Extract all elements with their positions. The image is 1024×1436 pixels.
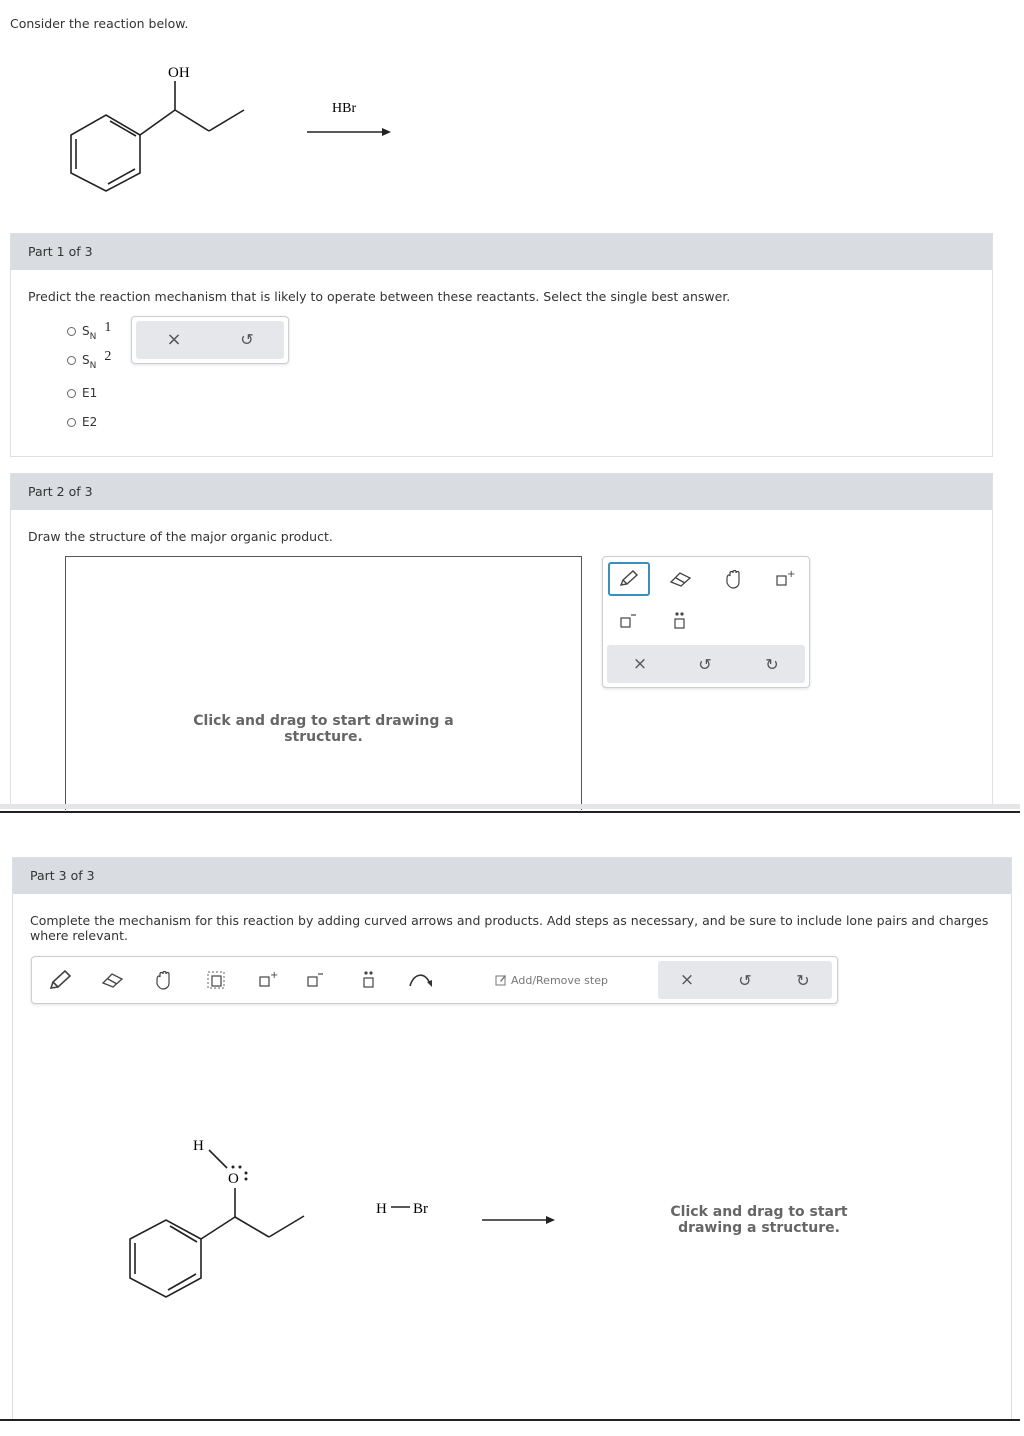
radio-circle[interactable]	[67, 389, 76, 398]
curved-arrow-tool[interactable]	[404, 965, 438, 995]
part3-toolbar	[31, 956, 838, 1004]
part2-panel	[10, 473, 993, 809]
svg-text:+: +	[787, 569, 795, 580]
hand-tool[interactable]	[149, 965, 179, 995]
part1-panel	[10, 233, 993, 457]
undo-button[interactable]: ↺	[698, 654, 712, 674]
positive-charge-icon	[773, 569, 795, 589]
positive-charge-tool[interactable]	[252, 965, 282, 995]
hbr-br-label: Br	[413, 1201, 428, 1217]
radio-circle[interactable]	[67, 418, 76, 427]
add-remove-step-button[interactable]: Add/Remove step	[494, 969, 609, 991]
intro-text: Consider the reaction below.	[10, 16, 189, 31]
redo-button[interactable]: ↻	[765, 654, 779, 674]
eraser-tool[interactable]	[665, 565, 697, 593]
option-e1[interactable]: E1	[67, 386, 97, 400]
option-sn2[interactable]: $S_N$ 2	[67, 352, 111, 368]
lone-pair-icon	[358, 969, 380, 991]
svg-text:+: +	[270, 970, 278, 981]
lone-pair-tool[interactable]	[354, 965, 384, 995]
hydroxyl-h-label: H	[193, 1138, 204, 1154]
crop-divider-line	[0, 811, 1020, 813]
edit-icon	[495, 974, 507, 986]
negative-charge-tool[interactable]	[300, 965, 330, 995]
hbr-h-label: H	[376, 1201, 387, 1217]
part3-question: Complete the mechanism for this reaction by adding curved arrows and products. Add steps as necessary, and be sure to include lone pairs and charges where relevant.	[30, 913, 989, 943]
eraser-icon	[668, 570, 694, 588]
benzene-ring	[130, 1220, 201, 1297]
part3-canvas-placeholder: Click and drag to start drawing a structure.	[670, 1204, 848, 1236]
mechanism-arrow	[482, 1216, 555, 1224]
select-box-tool[interactable]	[202, 965, 232, 995]
eraser-tool[interactable]	[97, 965, 129, 995]
negative-charge-tool[interactable]	[613, 607, 643, 635]
mechanism-reactants	[13, 1128, 613, 1308]
pencil-tool[interactable]	[44, 965, 76, 995]
pencil-icon	[47, 968, 73, 992]
part3-header: Part 3 of 3	[13, 858, 1011, 894]
radio-circle[interactable]	[67, 356, 76, 365]
part1-answer-tools	[131, 316, 289, 364]
pencil-icon	[617, 569, 641, 589]
hand-icon	[723, 569, 745, 589]
part2-question: Draw the structure of the major organic product.	[28, 529, 333, 544]
part1-question: Predict the reaction mechanism that is likely to operate between these reactants. Select the single best answer.	[28, 289, 731, 304]
lone-pair-icon	[669, 610, 691, 632]
part2-toolbox	[602, 556, 810, 688]
part3-panel	[12, 857, 1012, 1421]
reaction-arrow	[307, 128, 391, 136]
option-e2[interactable]: E2	[67, 415, 97, 429]
part2-canvas-placeholder: Click and drag to start drawing a structure.	[193, 713, 454, 745]
pencil-tool[interactable]	[608, 562, 650, 596]
redo-button[interactable]: ↻	[796, 970, 810, 990]
hand-icon	[153, 970, 175, 990]
clear-button[interactable]: ×	[632, 654, 648, 674]
radio-circle[interactable]	[67, 327, 76, 336]
lone-pair-tool[interactable]	[665, 607, 695, 635]
side-chain	[140, 81, 244, 135]
crop-divider-shade	[0, 804, 1020, 809]
part2-drawing-canvas[interactable]	[65, 556, 582, 810]
undo-button[interactable]: ↺	[240, 329, 254, 349]
option-sn1[interactable]: $S_N$ 1	[67, 323, 111, 339]
bottom-divider-line	[0, 1419, 1020, 1421]
clear-button[interactable]: ×	[166, 328, 182, 350]
side-chain	[201, 1150, 304, 1239]
oxygen-label: O	[228, 1171, 239, 1187]
negative-charge-icon	[617, 611, 639, 631]
reagent-label: HBr	[332, 101, 357, 116]
benzene-ring	[71, 115, 140, 191]
negative-charge-icon	[304, 970, 326, 990]
hand-tool[interactable]	[719, 565, 749, 593]
positive-charge-tool[interactable]	[769, 565, 799, 593]
eraser-icon	[100, 971, 126, 989]
reaction-scheme	[0, 55, 420, 205]
select-box-icon	[205, 969, 229, 991]
curved-arrow-icon	[406, 970, 436, 990]
part2-header: Part 2 of 3	[11, 474, 992, 510]
clear-button[interactable]: ×	[679, 970, 695, 990]
oh-label: OH	[168, 65, 190, 81]
part1-header: Part 1 of 3	[11, 234, 992, 270]
positive-charge-icon	[256, 970, 278, 990]
part3-product-canvas[interactable]	[613, 1158, 1011, 1338]
undo-button[interactable]: ↺	[738, 970, 752, 990]
